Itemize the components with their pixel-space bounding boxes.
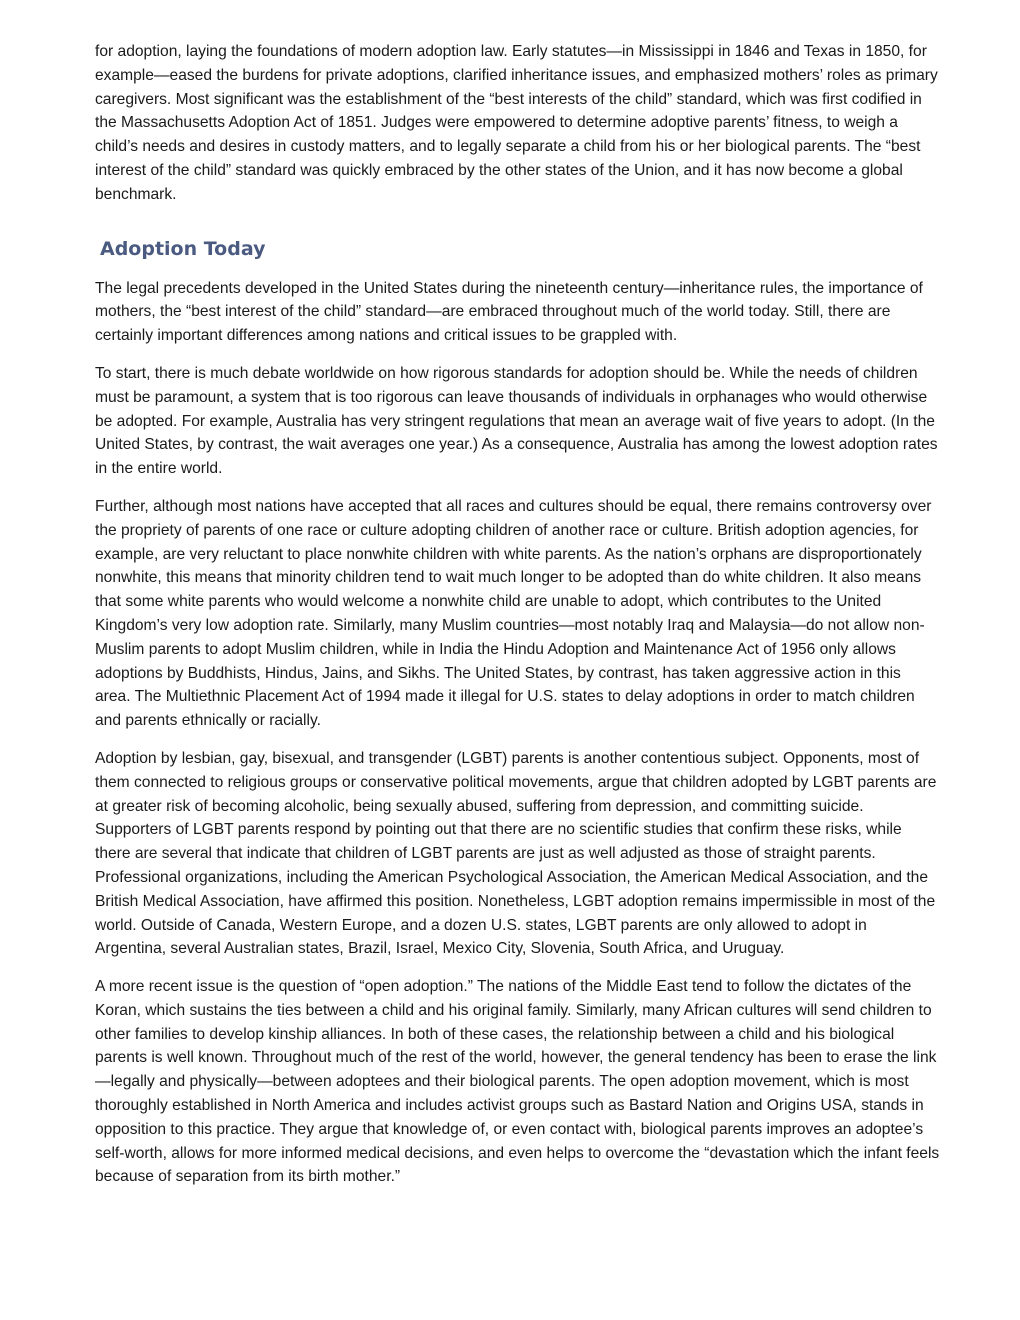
paragraph-rigorous-standards: To start, there is much debate worldwide on how rigorous standards for adoption should be. While the needs of children must be paramount, a system that is too rigorous can leave thousands of individuals in orphanages who would otherwise be adopted. For example, Australia has very stringent regulations that mean an average wait of five years to adopt. (In the United States, by contrast, the wait averages one year.) As a consequence, Australia has among the lowest adoption rates in the entire world. [95, 364, 938, 478]
paragraph-open-adoption: A more recent issue is the question of “open adoption.” The nations of the Middle East tend to follow the dictates of the Koran, which sustains the ties between a child and his original family. Similarly, many African cultures will send children to other families to develop kinship alliances. In both of these cases, the relationship between a child and his biological parents is well known. Throughout much of the rest of the world, however, the general tendency has been to erase the link—legally and physically—between adoptees and their biological parents. The open adoption movement, which is most thoroughly established in North America and includes activist groups such as Bastard Nation and Origins USA, stands in opposition to this practice. They argue that knowledge of, or even contact with, biological parents improves an adoptee’s self-worth, allows for more informed medical decisions, and even helps to overcome the “devastation which the infant feels because of separation from its birth mother.” [95, 978, 940, 1186]
section-heading: Adoption Today [100, 237, 266, 260]
paragraph-precedents: The legal precedents developed in the United States during the nineteenth century—inheritance rules, the importance of mothers, the “best interest of the child” standard—are embraced throughout much of the world today. Still, there are certainly important differences among nations and critical issues to be grappled with. [95, 279, 923, 345]
document-page [95, 40, 940, 1203]
paragraph-lgbt-adoption: Adoption by lesbian, gay, bisexual, and transgender (LGBT) parents is another contentious subject. Opponents, most of them connected to religious groups or conservative political movements, argue that children adopted by LGBT parents are at greater risk of becoming alcoholic, being sexually abused, suffering from depression, and committing suicide. Supporters of LGBT parents respond by pointing out that there are no scientific studies that confirm these risks, while there are several that indicate that children of LGBT parents are just as well adjusted as those of straight parents. Professional organizations, including the American Psychological Association, the American Medical Association, and the British Medical Association, have affirmed this position. Nonetheless, LGBT adoption remains impermissible in most of the world. Outside of Canada, Western Europe, and a dozen U.S. states, LGBT parents are only allowed to adopt in Argentina, several Australian states, Brazil, Israel, Mexico City, Slovenia, South Africa, and Uruguay. [95, 749, 937, 958]
intro-paragraph: for adoption, laying the foundations of modern adoption law. Early statutes—in Mississippi in 1846 and Texas in 1850, for example—eased the burdens for private adoptions, clarified inheritance issues, and emphasized mothers’ roles as primary caregivers. Most significant was the establishment of the “best interests of the child” standard, which was first codified in the Massachusetts Adoption Act of 1851. Judges were empowered to determine adoptive parents’ fitness, to weigh a child’s needs and desires in custody matters, and to legally separate a child from his or her biological parents. The “best interest of the child” standard was quickly embraced by the other states of the Union, and it has now become a global benchmark. [95, 43, 938, 203]
paragraph-race-culture: Further, although most nations have accepted that all races and cultures should be equal, there remains controversy over the propriety of parents of one race or culture adopting children of another race or culture. British adoption agencies, for example, are very reluctant to place nonwhite children with white parents. As the nation’s orphans are disproportionately nonwhite, this means that minority children tend to wait much longer to be adopted than do white children. It also means that some white parents who would welcome a nonwhite child are unable to adopt, which contributes to the United Kingdom’s very low adoption rate. Similarly, many Muslim countries—most notably Iraq and Malaysia—do not allow non-Muslim parents to adopt Muslim children, while in India the Hindu Adoption and Maintenance Act of 1956 only allows adoptions by Buddhists, Hindus, Jains, and Sikhs. The United States, by contrast, has taken aggressive action in this area. The Multiethnic Placement Act of 1994 made it illegal for U.S. states to delay adoptions in order to match children and parents ethnically or racially. [95, 497, 932, 730]
